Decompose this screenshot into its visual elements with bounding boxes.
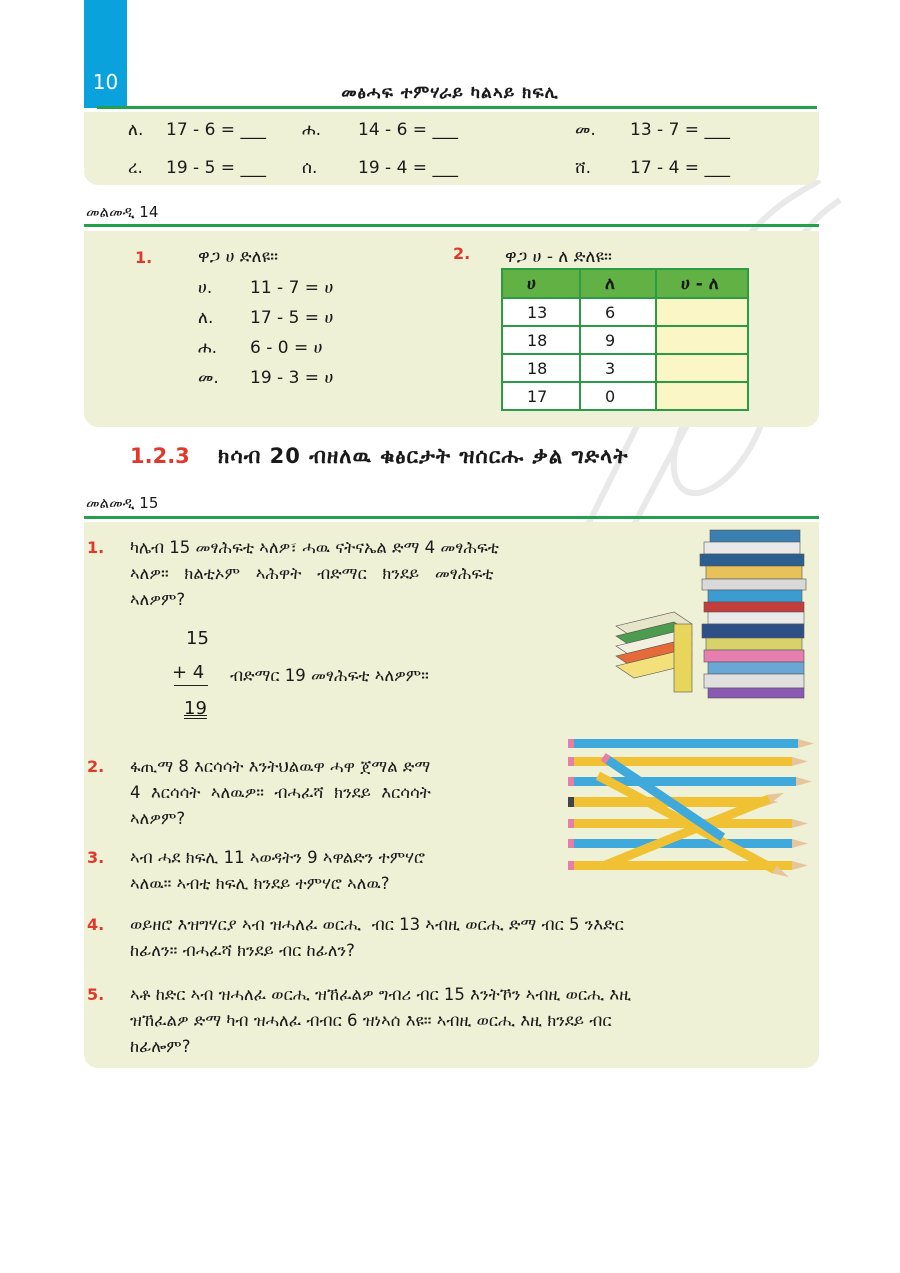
addend-2: + 4	[172, 662, 205, 683]
question-text-line: ዝኸፈልዎ ድማ ካብ ዝሓለፈ ብብር 6 ዝነኣሰ እዩ። ኣብዚ ወርሒ እዚ ክንደይ ብር	[130, 1011, 612, 1030]
question-text-line: ኣለዎ። ክልቲኦም ኣሕዋት ብድማር ክንደይ መፃሕፍቲ	[130, 564, 494, 583]
page-number: 10	[92, 70, 119, 94]
question-number: 5.	[87, 985, 105, 1004]
question-number: 1.	[87, 538, 105, 557]
exercise-letter: መ.	[575, 120, 596, 140]
item-expression: 6 - 0 = ሀ	[250, 338, 323, 358]
item-letter: መ.	[198, 368, 219, 388]
exercise-15-rule	[84, 516, 819, 519]
answer-cell[interactable]	[656, 298, 748, 326]
table-cell: 6	[580, 298, 656, 326]
table-row	[502, 326, 748, 354]
exercise-letter: ሰ.	[302, 158, 318, 178]
answer-cell[interactable]	[656, 326, 748, 354]
item-expression: 19 - 3 = ሀ	[250, 368, 334, 388]
column-header: ሀ - ለ	[656, 269, 748, 298]
exercise-14-rule	[84, 224, 819, 227]
answer-sentence: ብድማር 19 መፃሕፍቲ ኣለዎም።	[230, 666, 429, 685]
exercise-letter: ሐ.	[302, 120, 322, 140]
question-text-line: ካሌብ 15 መፃሕፍቲ ኣለዎ፣ ሓዉ ናትናኤል ድማ 4 መፃሕፍቲ	[130, 538, 499, 557]
table-cell: 3	[580, 354, 656, 382]
question-instruction: ዋጋ ሀ ድለዩ።	[198, 247, 279, 267]
question-text-line: ኣለዎም?	[130, 809, 186, 828]
exercise-expression: 17 - 6 = ___	[166, 120, 266, 140]
item-letter: ሀ.	[198, 278, 213, 298]
section-number: 1.2.3	[130, 444, 190, 468]
item-expression: 17 - 5 = ሀ	[250, 308, 334, 328]
question-text-line: ፋጢማ 8 እርሳሳት እንትህልዉዋ ሓዋ ጀማል ድማ	[130, 757, 431, 776]
table-row	[502, 298, 748, 326]
question-text-line: ከፊሎም?	[130, 1037, 191, 1056]
exercise-14-label: መልመዲ 14	[86, 203, 159, 221]
table-cell: 13	[502, 298, 580, 326]
table-row	[502, 354, 748, 382]
exercise-15-label: መልመዲ 15	[86, 494, 159, 512]
item-letter: ሐ.	[198, 338, 218, 358]
books-stack-illustration	[612, 528, 812, 700]
header-rule	[97, 106, 817, 109]
sum-rule	[174, 685, 208, 686]
question-number: 1.	[135, 248, 153, 267]
exercise-expression: 14 - 6 = ___	[358, 120, 458, 140]
question-number: 4.	[87, 915, 105, 934]
table-cell: 9	[580, 326, 656, 354]
exercise-letter: ሸ.	[575, 158, 591, 178]
exercise-letter: ለ.	[128, 120, 144, 140]
book-title: መፅሓፍ ተምሃራይ ካልኣይ ክፍሊ	[341, 83, 559, 103]
sum-result: 19	[184, 698, 207, 719]
question-text-line: ኣብ ሓደ ክፍሊ 11 ኣወዳትን 9 ኣዋልድን ተምሃሮ	[130, 848, 425, 867]
question-text-line: ከፊለን። ብሓፈሻ ክንደይ ብር ከፊለን?	[130, 941, 355, 960]
question-number: 2.	[87, 757, 105, 776]
table-row	[502, 382, 748, 410]
difference-table	[501, 268, 749, 411]
exercise-expression: 19 - 5 = ___	[166, 158, 266, 178]
column-header: ሀ	[502, 269, 580, 298]
question-number: 2.	[453, 244, 471, 263]
addend-1: 15	[186, 628, 209, 649]
section-title: ክሳብ 20 ብዘለዉ ቁፅርታት ዝሰርሑ ቃል ግድላት	[218, 444, 629, 468]
answer-cell[interactable]	[656, 354, 748, 382]
table-cell: 0	[580, 382, 656, 410]
exercise-expression: 13 - 7 = ___	[630, 120, 730, 140]
table-cell: 18	[502, 326, 580, 354]
column-header: ለ	[580, 269, 656, 298]
question-text-line: ኣለዎም?	[130, 590, 186, 609]
answer-cell[interactable]	[656, 382, 748, 410]
item-expression: 11 - 7 = ሀ	[250, 278, 334, 298]
exercise-letter: ረ.	[128, 158, 143, 178]
question-number: 3.	[87, 848, 105, 867]
table-cell: 17	[502, 382, 580, 410]
exercise-expression: 17 - 4 = ___	[630, 158, 730, 178]
table-cell: 18	[502, 354, 580, 382]
table-header-row	[502, 269, 748, 298]
question-text-line: ኣለዉ። ኣብቲ ክፍሊ ክንደይ ተምሃሮ ኣለዉ?	[130, 874, 390, 893]
item-letter: ለ.	[198, 308, 214, 328]
question-instruction: ዋጋ ሀ - ለ ድለዩ።	[505, 247, 612, 267]
question-text-line: ወይዘሮ እዝግሃርያ ኣብ ዝሓለፈ ወርሒ ብር 13 ኣብዚ ወርሒ ድማ ብር 5 ንእድር	[130, 915, 624, 934]
pencils-illustration	[566, 733, 818, 911]
question-text-line: ኣቶ ከድር ኣብ ዝሓለፈ ወርሒ ዝኸፈልዎ ግብሪ ብር 15 እንትኾን ኣብዚ ወርሒ እዚ	[130, 985, 632, 1004]
question-text-line: 4 እርሳሳት ኣለዉዎ። ብሓፈሻ ክንደይ እርሳሳት	[130, 783, 431, 802]
exercise-expression: 19 - 4 = ___	[358, 158, 458, 178]
